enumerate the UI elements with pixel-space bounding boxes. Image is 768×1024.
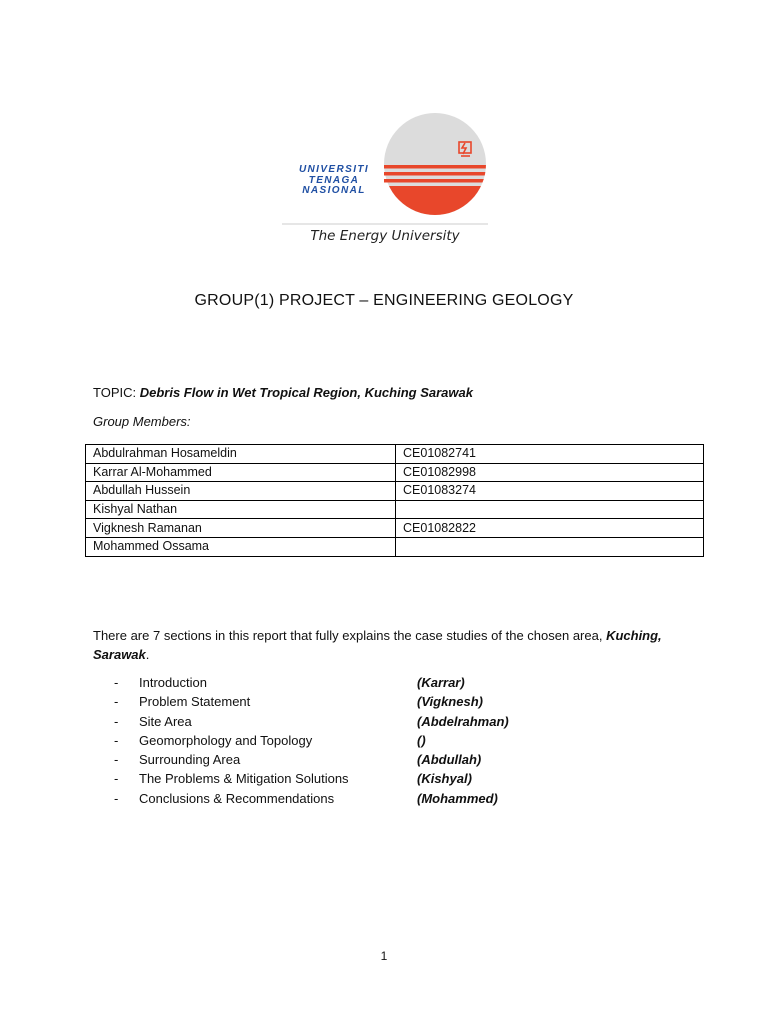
list-dash: - — [114, 694, 119, 710]
topic-value: Debris Flow in Wet Tropical Region, Kuching Sarawak — [139, 385, 473, 400]
intro-end: . — [145, 647, 150, 662]
section-title: Site Area — [139, 713, 192, 729]
member-name: Kishyal Nathan — [86, 500, 396, 519]
member-name: Vigknesh Ramanan — [86, 519, 396, 538]
member-id — [396, 500, 704, 519]
list-dash: - — [114, 771, 119, 787]
section-title: The Problems & Mitigation Solutions — [139, 771, 349, 787]
section-author: (Abdelrahman) — [417, 713, 509, 729]
section-author: (Karrar) — [417, 675, 465, 690]
member-id: CE01083274 — [396, 482, 704, 501]
section-title: Geomorphology and Topology — [139, 732, 313, 748]
list-item — [93, 692, 653, 711]
members-table — [85, 444, 704, 557]
list-dash: - — [114, 732, 119, 748]
logo-line-3: NASIONAL — [302, 185, 366, 196]
table-row — [86, 519, 704, 538]
page-title: GROUP(1) PROJECT – ENGINEERING GEOLOGY — [194, 292, 574, 309]
member-name: Mohammed Ossama — [86, 537, 396, 556]
section-author: (Vigknesh) — [417, 694, 483, 710]
member-name: Abdullah Hussein — [86, 482, 396, 501]
list-item — [93, 769, 653, 788]
section-author: (Kishyal) — [417, 771, 472, 787]
section-title: Problem Statement — [139, 694, 251, 710]
list-dash: - — [114, 713, 119, 729]
section-title: Conclusions & Recommendations — [139, 790, 335, 806]
topic-label: TOPIC: — [93, 385, 140, 400]
university-logo — [270, 108, 500, 253]
topic-line — [93, 385, 473, 400]
section-author: () — [417, 732, 426, 748]
list-item — [93, 750, 653, 769]
page-number: 1 — [380, 949, 388, 963]
member-name: Karrar Al-Mohammed — [86, 463, 396, 482]
intro-place: Kuching, Sarawak — [93, 628, 662, 662]
logo-tagline: The Energy University — [310, 228, 460, 244]
section-title: Surrounding Area — [139, 752, 241, 768]
member-id: CE01082741 — [396, 445, 704, 464]
table-row — [86, 463, 704, 482]
intro-text: There are 7 sections in this report that fully explains the case studies of the chosen area, — [93, 628, 607, 643]
table-row — [86, 500, 704, 519]
list-item — [93, 712, 653, 731]
table-row — [86, 445, 704, 464]
logo-line-1: UNIVERSITI — [298, 164, 370, 175]
list-item — [93, 731, 653, 750]
section-author: (Mohammed) — [417, 790, 498, 806]
list-dash: - — [114, 790, 119, 806]
member-id: CE01082822 — [396, 519, 704, 538]
sections-list — [93, 673, 653, 808]
logo-wordmark — [284, 165, 384, 197]
table-row — [86, 537, 704, 556]
members-label: Group Members: — [93, 414, 191, 429]
list-dash: - — [114, 675, 119, 690]
member-id: CE01082998 — [396, 463, 704, 482]
section-title: Introduction — [139, 675, 207, 690]
section-author: (Abdullah) — [417, 752, 482, 768]
logo-line-2: TENAGA — [308, 174, 360, 186]
list-item — [93, 673, 653, 692]
list-item — [93, 789, 653, 808]
list-dash: - — [114, 752, 119, 768]
intro-paragraph — [93, 626, 693, 664]
member-id — [396, 537, 704, 556]
member-name: Abdulrahman Hosameldin — [86, 445, 396, 464]
table-row — [86, 482, 704, 501]
